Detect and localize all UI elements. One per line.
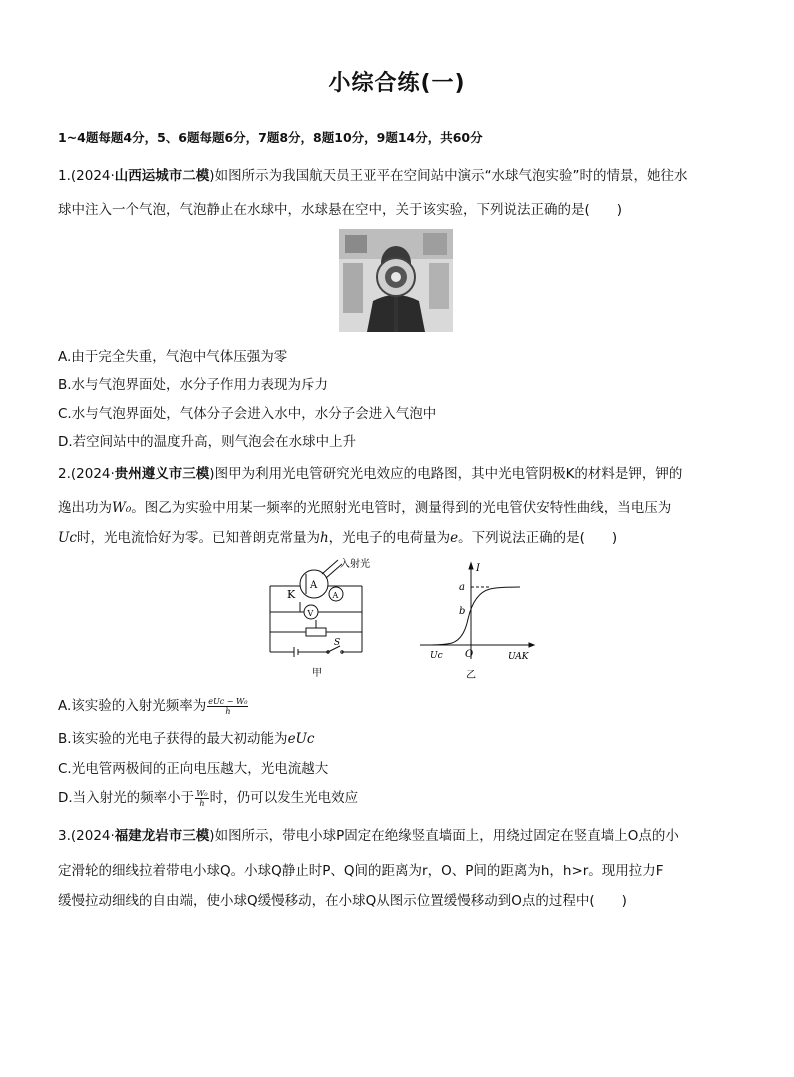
q2-line1 <box>58 462 682 482</box>
q2-text-3b: 时，光电流恰好为零。已知普朗克常量为 <box>76 530 320 546</box>
q2-text-2b: 。图乙为实验中用某一频率的光照射光电管时，测量得到的光电管伏安特性曲线，当电压为 <box>131 500 672 516</box>
q2-text-2a: 逸出功为 <box>58 500 112 516</box>
jia-ammeter-label: A <box>332 591 339 600</box>
q2-option-a-text: A.该实验的入射光频率为 <box>58 698 207 714</box>
q2-uc: Uc <box>58 530 77 546</box>
q2-option-a-denominator: h <box>225 706 231 716</box>
q2-figure-yi <box>418 559 538 683</box>
q1-option-c: C.水与气泡界面处，气体分子会进入水中，水分子会进入气泡中 <box>58 406 437 422</box>
q2-option-a <box>58 694 249 716</box>
q1-text-1: )如图所示为我国航天员王亚平在空间站中演示“水球气泡实验”时的情景，她往水 <box>209 168 688 184</box>
q2-option-d-text-2: 时，仍可以发生光电效应 <box>209 790 359 806</box>
score-line: 1~4题每题4分，5、6题每题6分，7题8分，8题10分，9题14分，共60分 <box>58 130 483 145</box>
q2-source: 贵州遵义市三模 <box>114 466 210 482</box>
q2-e: e <box>450 530 459 546</box>
q2-text-1: )图甲为利用光电管研究光电效应的电路图，其中光电管阴极K的材料是钾，钾的 <box>209 466 683 482</box>
q1-number: 1.(2024· <box>58 168 115 184</box>
q3-number: 3.(2024· <box>58 828 115 844</box>
q1-photo <box>339 229 453 332</box>
q3-line3: 缓慢拉动细线的自由端，使小球Q缓慢移动，在小球Q从图示位置缓慢移动到O点的过程中( ) <box>58 893 627 909</box>
q1-option-b: B.水与气泡界面处，水分子作用力表现为斥力 <box>58 377 329 393</box>
q2-option-b-text: B.该实验的光电子获得的最大初动能为 <box>58 731 288 747</box>
q2-line2 <box>58 496 671 516</box>
jia-voltmeter-label: V <box>307 609 314 618</box>
yi-uak-label: UAK <box>508 652 529 662</box>
q3-line2: 定滑轮的细线拉着带电小球Q。小球Q静止时P、Q间的距离为r，O、P间的距离为h，h>r。现用拉力F <box>58 863 664 879</box>
jia-light-label: 入射光 <box>340 559 370 570</box>
q2-option-d-fraction <box>195 789 208 808</box>
q2-option-d-numerator: W₀ <box>196 788 208 798</box>
q2-option-a-numerator: eUc − W₀ <box>208 696 248 706</box>
q2-number: 2.(2024· <box>58 466 115 482</box>
q2-option-a-fraction <box>207 697 248 716</box>
q1-line2: 球中注入一个气泡，气泡静止在水球中，水球悬在空中，关于该实验，下列说法正确的是( ) <box>58 202 623 218</box>
yi-caption: 乙 <box>466 670 476 681</box>
q2-w0: W₀ <box>112 500 132 516</box>
q1-line1 <box>58 164 688 184</box>
q3-line1 <box>58 824 679 844</box>
q2-text-3c: ，光电子的电荷量为 <box>328 530 451 546</box>
q1-option-d: D.若空间站中的温度升高，则气泡会在水球中上升 <box>58 434 357 450</box>
q2-line3 <box>58 526 617 546</box>
q3-source: 福建龙岩市三模 <box>114 828 210 844</box>
jia-caption: 甲 <box>312 668 322 679</box>
q2-text-3d: 。下列说法正确的是( ) <box>458 530 618 546</box>
q2-option-b-expr: eUc <box>287 731 315 747</box>
yi-origin-label: O <box>465 649 474 660</box>
q2-option-d-text-1: D.当入射光的频率小于 <box>58 790 195 806</box>
q2-h: h <box>319 530 329 546</box>
q2-option-d <box>58 786 358 808</box>
jia-anode-label: A <box>310 580 318 591</box>
yi-uc-label: Uc <box>430 651 443 661</box>
q2-figure-jia <box>262 556 372 680</box>
page-title: 小综合练(一) <box>328 71 466 96</box>
q2-option-c: C.光电管两极间的正向电压越大，光电流越大 <box>58 761 329 777</box>
yi-b-label: b <box>459 606 466 617</box>
q1-source: 山西运城市二模 <box>114 168 210 184</box>
jia-k-label: K <box>287 588 296 601</box>
yi-i-label: I <box>476 563 480 574</box>
q3-text-1: )如图所示，带电小球P固定在绝缘竖直墙面上，用绕过固定在竖直墙上O点的小 <box>209 828 679 844</box>
q2-option-d-denominator: h <box>199 798 205 808</box>
q2-option-b <box>58 727 315 747</box>
q1-option-a: A.由于完全失重，气泡中气体压强为零 <box>58 349 288 365</box>
jia-switch-label: S <box>334 638 341 648</box>
yi-a-label: a <box>459 582 465 593</box>
